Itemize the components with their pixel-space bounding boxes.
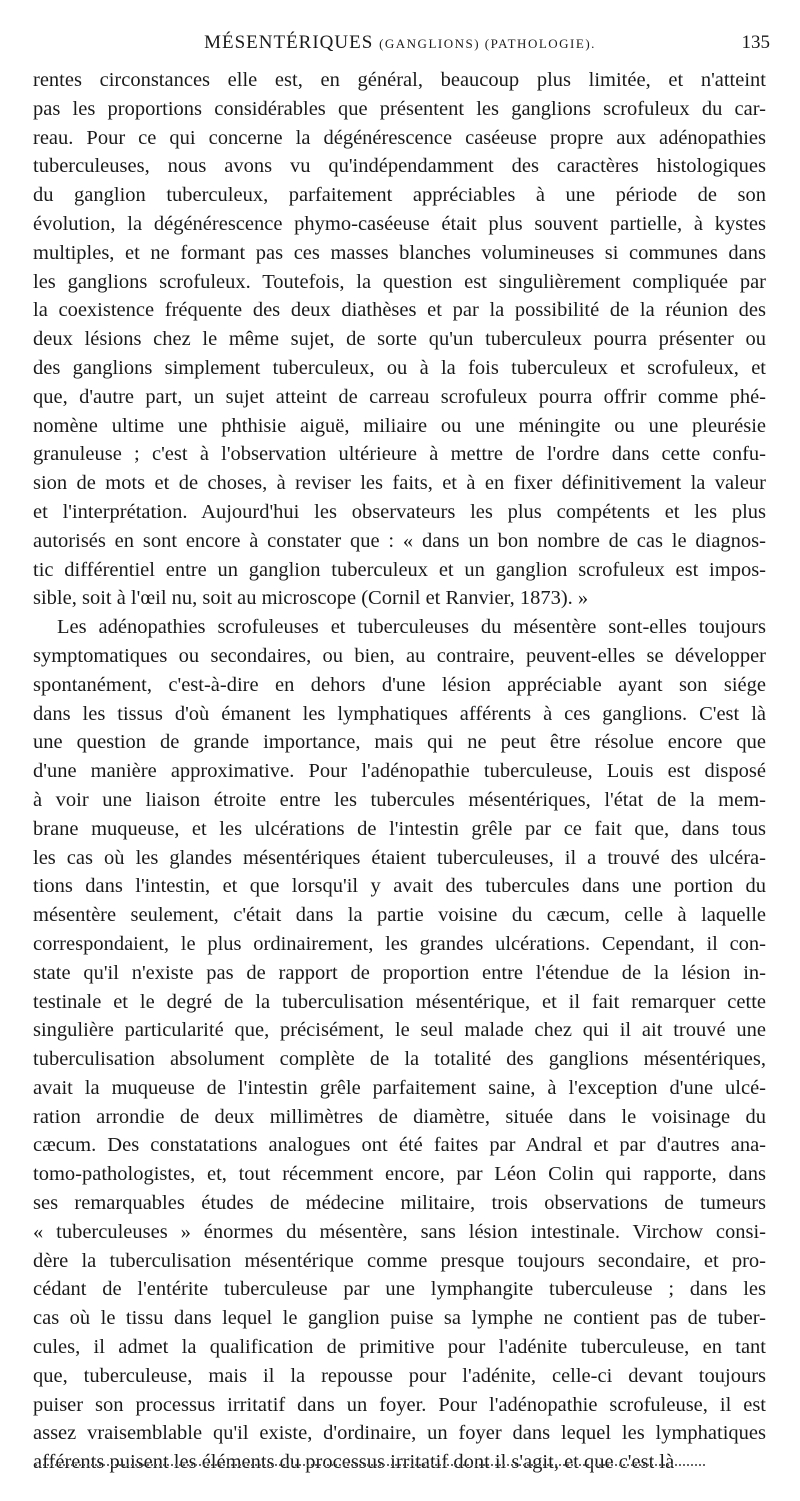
text-line: cas où le tissu dans lequel le ganglion puise sa lymphe ne contient pas de tuber- xyxy=(33,1307,766,1330)
header-title: MÉSENTÉRIQUES xyxy=(204,32,374,53)
running-header xyxy=(0,18,800,58)
text-line: du ganglion tuberculeux, parfaitement appréciables à une période de son xyxy=(33,184,766,207)
text-line: correspondaient, le plus ordinairement, les grandes ulcérations. Cependant, il con- xyxy=(33,932,766,955)
text-line: mésentère seulement, c'était dans la partie voisine du cæcum, celle à laquelle xyxy=(33,904,766,927)
text-line: rentes circonstances elle est, en général, beaucoup plus limitée, et n'atteint xyxy=(33,69,766,91)
text-line: spontanément, c'est-à-dire en dehors d'une lésion appréciable ayant son siége xyxy=(33,673,766,696)
header-subtitle: (GANGLIONS) (PATHOLOGIE). xyxy=(379,36,596,51)
text-line: assez vraisemblable qu'il existe, d'ordinaire, un foyer dans lequel les lymphatiques xyxy=(33,1422,766,1445)
text-line: multiples, et ne formant pas ces masses blanches volumineuses si communes dans xyxy=(33,241,766,264)
text-line: Les adénopathies scrofuleuses et tuberculeuses du mésentère sont-elles toujours xyxy=(57,616,766,639)
text-line: puiser son processus irritatif dans un foyer. Pour l'adénopathie scrofuleuse, il est xyxy=(33,1393,766,1416)
text-line: et l'interprétation. Aujourd'hui les observateurs les plus compétents et les plus xyxy=(33,500,766,523)
text-line: cédant de l'entérite tuberculeuse par une lymphangite tuberculeuse ; dans les xyxy=(33,1278,766,1301)
text-line: « tuberculeuses » énormes du mésentère, sans lésion intestinale. Virchow consi- xyxy=(33,1220,766,1243)
text-line: ration arrondie de deux millimètres de diamètre, située dans le voisinage du xyxy=(33,1105,766,1128)
text-line: que, d'autre part, un sujet atteint de carreau scrofuleux pourra offrir comme phé- xyxy=(33,385,766,408)
text-line: les cas où les glandes mésentériques étaient tuberculeuses, il a trouvé des ulcéra- xyxy=(33,846,766,869)
text-line: avait la muqueuse de l'intestin grêle parfaitement saine, à l'exception d'une ulcé- xyxy=(33,1076,766,1099)
text-line: symptomatiques ou secondaires, ou bien, au contraire, peuvent-elles se développer xyxy=(33,644,766,667)
page-number: 135 xyxy=(741,32,770,53)
text-line: tuberculeuses, nous avons vu qu'indépendamment des caractères histologiques xyxy=(33,155,766,178)
running-title xyxy=(0,32,800,54)
text-line: state qu'il n'existe pas de rapport de proportion entre l'étendue de la lésion in- xyxy=(33,961,766,984)
text-line: la coexistence fréquente des deux diathèses et par la possibilité de la réunion des xyxy=(33,299,766,322)
text-line: pas les proportions considérables que présentent les ganglions scrofuleux du car- xyxy=(33,97,766,120)
text-line: testinale et le degré de la tuberculisation mésentérique, et il fait remarquer cette xyxy=(33,990,766,1013)
text-line: deux lésions chez le même sujet, de sorte qu'un tuberculeux pourra présenter ou xyxy=(33,328,766,351)
text-line: les ganglions scrofuleux. Toutefois, la question est singulièrement compliquée par xyxy=(33,270,766,293)
text-line: cæcum. Des constatations analogues ont été faites par Andral et par d'autres ana- xyxy=(33,1134,766,1157)
text-line: tions dans l'intestin, et que lorsqu'il y avait des tubercules dans une portion du xyxy=(33,875,766,898)
text-line: granuleuse ; c'est à l'observation ultérieure à mettre de l'ordre dans cette confu- xyxy=(33,443,766,466)
text-line: une question de grande importance, mais qui ne peut être résolue encore que xyxy=(33,731,766,754)
text-line: brane muqueuse, et les ulcérations de l'intestin grêle par ce fait que, dans tous xyxy=(33,817,766,840)
text-line: tic différentiel entre un ganglion tuberculeux et un ganglion scrofuleux est impos- xyxy=(33,558,766,581)
text-line: évolution, la dégénérescence phymo-caséeuse était plus souvent partielle, à kystes xyxy=(33,212,766,235)
text-line: dans les tissus d'où émanent les lymphatiques afférents à ces ganglions. C'est là xyxy=(33,702,766,725)
text-line: sion de mots et de choses, à reviser les faits, et à en fixer définitivement la valeur xyxy=(33,472,766,495)
text-line: sible, soit à l'œil nu, soit au microscope (Cornil et Ranvier, 1873). » xyxy=(33,587,589,610)
text-line: des ganglions simplement tuberculeux, ou à la fois tuberculeux et scrofuleux, et xyxy=(33,356,766,379)
text-line: autorisés en sont encore à constater que : « dans un bon nombre de cas le diagnos- xyxy=(33,529,766,552)
text-line: que, tuberculeuse, mais il la repousse pour l'adénite, celle-ci devant toujours xyxy=(33,1364,766,1387)
text-line: cules, il admet la qualification de primitive pour l'adénite tuberculeuse, en tant xyxy=(33,1336,766,1359)
text-line: dère la tuberculisation mésentérique comme presque toujours secondaire, et pro- xyxy=(33,1249,766,1272)
text-line: à voir une liaison étroite entre les tubercules mésentériques, l'état de la mem- xyxy=(33,788,766,811)
text-line: nomène ultime une phthisie aiguë, miliaire ou une méningite ou une pleurésie xyxy=(33,414,766,437)
text-line: reau. Pour ce qui concerne la dégénérescence caséeuse propre aux adénopathies xyxy=(33,126,766,149)
text-line: afférents puisent les éléments du processus irritatif dont il s'agit, et que c'est là xyxy=(33,1451,675,1474)
text-line: tomo-pathologistes, et, tout récemment encore, par Léon Colin qui rapporte, dans xyxy=(33,1163,766,1186)
text-line: ses remarquables études de médecine militaire, trois observations de tumeurs xyxy=(33,1192,766,1215)
body-text xyxy=(33,66,766,1477)
text-line: singulière particularité que, précisément, le seul malade chez qui il ait trouvé une xyxy=(33,1019,766,1042)
text-line: d'une manière approximative. Pour l'adénopathie tuberculeuse, Louis est disposé xyxy=(33,760,766,783)
footer-rule xyxy=(35,1464,705,1466)
text-line: tuberculisation absolument complète de la totalité des ganglions mésentériques, xyxy=(33,1048,766,1071)
